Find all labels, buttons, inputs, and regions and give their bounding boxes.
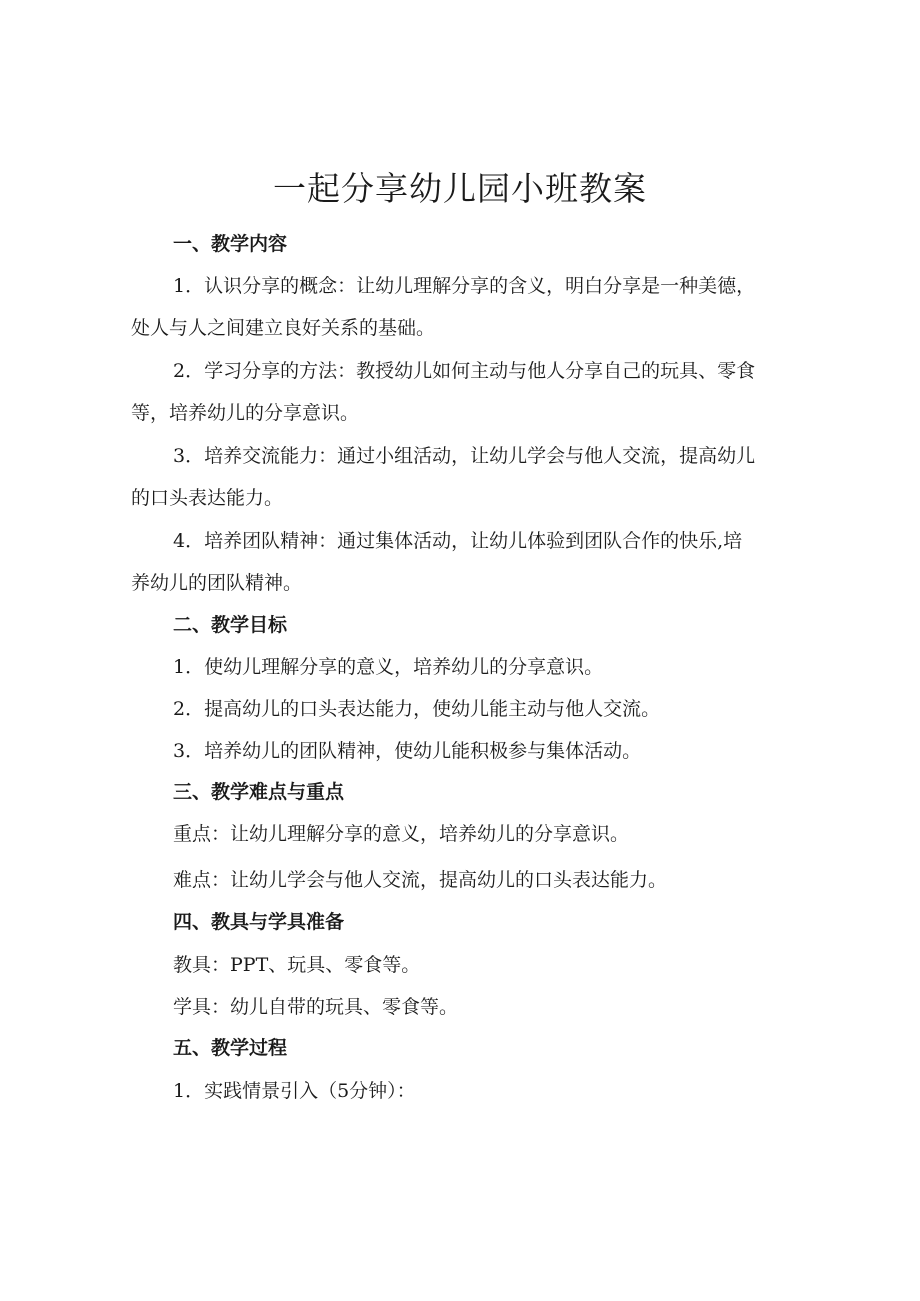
paragraph-line: 1．认识分享的概念：让幼儿理解分享的含义，明白分享是一种美德， (173, 275, 756, 297)
document-title: 一起分享幼儿园小班教案 (273, 169, 647, 208)
list-item: 1．使幼儿理解分享的意义，培养幼儿的分享意识。 (173, 656, 604, 678)
list-item: 3．培养幼儿的团队精神，使幼儿能积极参与集体活动。 (173, 740, 642, 762)
section-heading-teaching-goals: 二、教学目标 (173, 614, 288, 636)
difficulty-text: 难点：让幼儿学会与他人交流，提高幼儿的口头表达能力。 (173, 869, 668, 891)
paragraph-line: 3．培养交流能力：通过小组活动，让幼儿学会与他人交流，提高幼儿 (173, 445, 756, 467)
list-item: 1．实践情景引入（5分钟）： (173, 1080, 416, 1102)
paragraph-line: 2．学习分享的方法：教授幼儿如何主动与他人分享自己的玩具、零食 (173, 360, 756, 382)
paragraph-line: 养幼儿的团队精神。 (131, 572, 303, 594)
section-heading-difficulties: 三、教学难点与重点 (173, 781, 345, 803)
paragraph-line: 处人与人之间建立良好关系的基础。 (131, 317, 436, 339)
section-heading-teaching-content: 一、教学内容 (173, 233, 288, 255)
paragraph-line: 4．培养团队精神：通过集体活动，让幼儿体验到团队合作的快乐,培 (173, 530, 743, 552)
section-heading-process: 五、教学过程 (173, 1037, 288, 1059)
key-point-text: 重点：让幼儿理解分享的意义，培养幼儿的分享意识。 (173, 823, 630, 845)
list-item: 2．提高幼儿的口头表达能力，使幼儿能主动与他人交流。 (173, 698, 661, 720)
paragraph-line: 的口头表达能力。 (131, 487, 284, 509)
section-heading-materials: 四、教具与学具准备 (173, 911, 345, 933)
teaching-aids-text: 教具：PPT、玩具、零食等。 (173, 954, 421, 976)
learning-aids-text: 学具：幼儿自带的玩具、零食等。 (173, 996, 459, 1018)
paragraph-line: 等，培养幼儿的分享意识。 (131, 402, 360, 424)
